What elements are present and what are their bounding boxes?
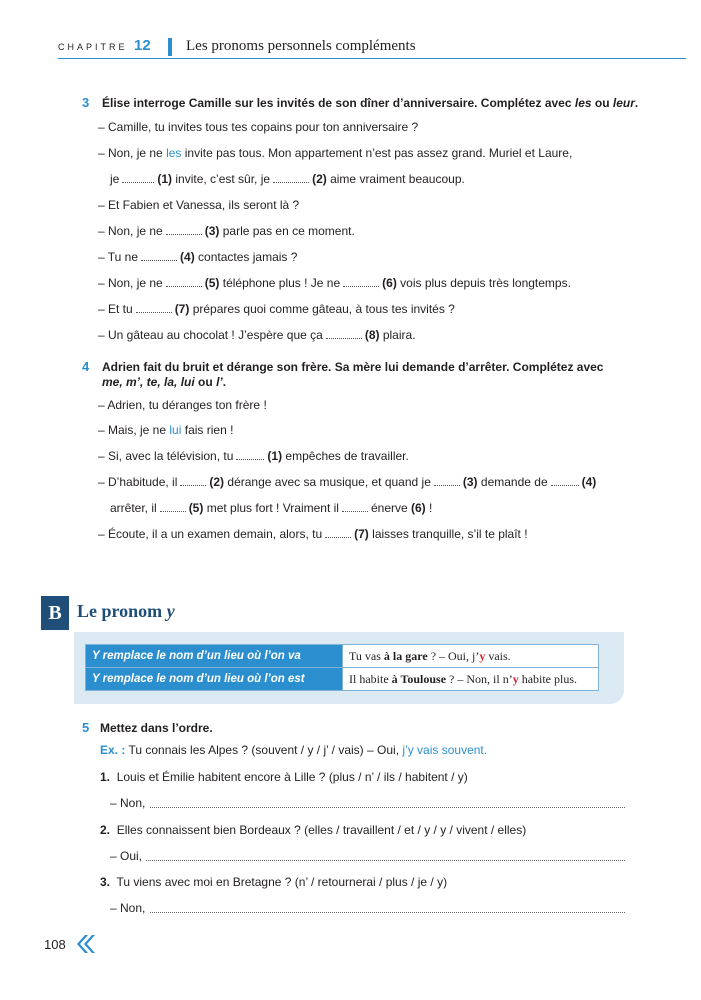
blank-1[interactable] [122,181,154,183]
ex5-item-2-answer-line[interactable] [146,859,625,861]
ex4-line-1: – Adrien, tu déranges ton frère ! [98,398,267,412]
chapter-label: CHAPITRE [58,42,128,52]
blank-4-4[interactable] [551,484,579,486]
ex4-line-3: – Si, avec la télévision, tu (1) empêches de travailler. [98,449,409,463]
blank-7[interactable] [136,311,172,313]
blank-5[interactable] [166,285,202,287]
ex5-item-3-answer-prefix: – Non, [110,901,146,915]
rule-2-example: Il habite à Toulouse ? – Non, il n’y habite plus. [343,668,599,691]
blank-2[interactable] [273,181,309,183]
header-rule [58,58,686,59]
rule-table [85,644,599,691]
ex3-line-5: – Non, je ne (3) parle pas en ce moment. [98,224,355,238]
exercise-4-instruction-line-1: Adrien fait du bruit et dérange son frère. Sa mère lui demande d’arrêter. Complétez avec [102,360,604,374]
ex5-item-1-answer-line[interactable] [150,806,625,808]
exercise-5-instruction: Mettez dans l’ordre. [100,721,213,735]
ex4-line-6: – Écoute, il a un examen demain, alors, tu (7) laisses tranquille, s’il te plaît ! [98,527,528,541]
ex3-line-9: – Un gâteau au chocolat ! J’espère que ça (8) plaira. [98,328,416,342]
ex3-line-8: – Et tu (7) prépares quoi comme gâteau, à tous tes invités ? [98,302,455,316]
exercise-3-number: 3 [82,95,90,110]
rule-2-label: Y remplace le nom d’un lieu où l’on est [86,668,343,691]
ex5-item-1-answer-prefix: – Non, [110,796,146,810]
ex4-line-4: – D’habitude, il (2) dérange avec sa musique, et quand je (3) demande de (4) [98,475,597,489]
rule-1-label: Y remplace le nom d’un lieu où l’on va [86,645,343,668]
section-b-badge: B [41,596,69,630]
rule-row-1 [86,645,599,668]
ex5-item-2-answer-prefix: – Oui, [110,849,143,863]
ex5-item-3: 3. Tu viens avec moi en Bretagne ? (n’ / retournerai / plus / je / y) [100,875,448,889]
rule-row-2 [86,668,599,691]
exercise-4-number: 4 [82,359,90,374]
ex4-line-5: arrêter, il (5) met plus fort ! Vraiment il énerve (6) ! [110,501,433,515]
chapter-number: 12 [134,37,151,54]
ex3-line-2: – Non, je ne les invite pas tous. Mon appartement n’est pas assez grand. Muriel et Laure, [98,146,573,160]
ex5-example: Ex. : Tu connais les Alpes ? (souvent / y / j’ / vais) – Oui, j’y vais souvent. [100,743,488,757]
ex3-line-1: – Camille, tu invites tous tes copains pour ton anniversaire ? [98,120,419,134]
ex5-item-3-answer-line[interactable] [150,911,625,913]
rule-1-example: Tu vas à la gare ? – Oui, j’y vais. [343,645,599,668]
chapter-divider [168,38,172,56]
chapter-title: Les pronoms personnels compléments [186,38,416,54]
ex3-line-3: je (1) invite, c’est sûr, je (2) aime vraiment beaucoup. [110,172,465,186]
exercise-5-number: 5 [82,720,90,735]
exercise-4-instruction-line-2: me, m’, te, la, lui ou l’. [102,375,227,389]
ex3-line-7: – Non, je ne (5) téléphone plus ! Je ne (6) vois plus depuis très longtemps. [98,276,571,290]
blank-3[interactable] [166,233,202,235]
ex5-item-2: 2. Elles connaissent bien Bordeaux ? (elles / travaillent / et / y / y / vivent / elles) [100,823,527,837]
blank-4-1[interactable] [236,458,264,460]
ex3-line-6: – Tu ne (4) contactes jamais ? [98,250,298,264]
blank-4-5[interactable] [160,510,186,512]
blank-4-7[interactable] [325,536,351,538]
ex3-line-4: – Et Fabien et Vanessa, ils seront là ? [98,198,300,212]
ex4-line-2: – Mais, je ne lui fais rien ! [98,423,234,437]
exercise-3-instruction: Élise interroge Camille sur les invités de son dîner d’anniversaire. Complétez avec les ou leur. [102,96,639,110]
ex5-item-1: 1. Louis et Émilie habitent encore à Lille ? (plus / n’ / ils / habitent / y) [100,770,468,784]
blank-4-6[interactable] [342,510,368,512]
back-chevron-icon [72,932,96,956]
section-b-title: Le pronom y [77,601,175,621]
blank-4-2[interactable] [180,484,206,486]
blank-4[interactable] [141,259,177,261]
page-number: 108 [44,937,66,952]
blank-4-3[interactable] [434,484,460,486]
blank-6[interactable] [343,285,379,287]
blank-8[interactable] [326,337,362,339]
